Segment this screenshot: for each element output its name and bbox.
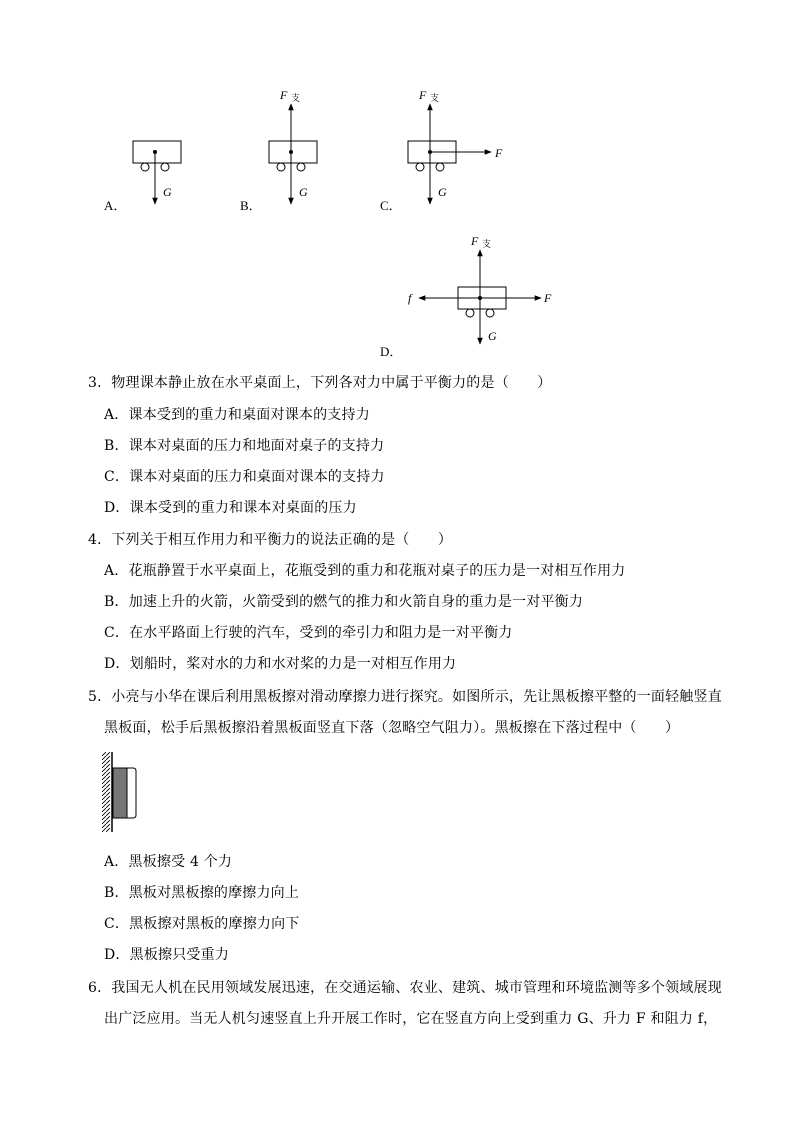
question-6-stem: 6．我国无人机在民用领域发展迅速，在交通运输、农业、建筑、城市管理和环境监测等多个领域展现 — [88, 980, 722, 996]
force-label-g: G — [488, 329, 497, 343]
cart-wheel — [486, 309, 494, 317]
force-label-f: F — [544, 291, 552, 305]
force-label-friction: f — [408, 291, 412, 305]
question-4-option-a: A．花瓶静置于水平桌面上，花瓶受到的重力和花瓶对桌子的压力是一对相互作用力 — [104, 563, 626, 579]
question-5-stem: 5．小亮与小华在课后利用黑板擦对滑动摩擦力进行探究。如图所示，先让黑板擦平整的一面轻触竖直 — [88, 689, 722, 705]
force-label-g: G — [299, 185, 308, 199]
question-4-option-b: B．加速上升的火箭，火箭受到的燃气的推力和火箭自身的重力是一对平衡力 — [104, 594, 584, 610]
question-3-option-d: D．课本受到的重力和课本对桌面的压力 — [104, 500, 357, 516]
force-subscript: 支 — [482, 239, 492, 249]
cart-wheel — [141, 163, 149, 171]
free-body-diagram-a — [130, 138, 190, 208]
free-body-diagram-b — [266, 86, 326, 208]
question-3-option-b: B．课本对桌面的压力和地面对桌子的支持力 — [104, 438, 385, 454]
figure-b — [266, 86, 326, 208]
force-label-f-support: F — [280, 88, 288, 102]
question-4-option-c: C．在水平路面上行驶的汽车，受到的牵引力和阻力是一对平衡力 — [104, 625, 513, 641]
question-5-option-d: D．黑板擦只受重力 — [104, 947, 230, 963]
force-subscript: 支 — [291, 93, 301, 103]
eraser-on-board-diagram — [102, 752, 146, 836]
cart-wheel — [416, 163, 424, 171]
question-5-option-c: C．黑板擦对黑板的摩擦力向下 — [104, 916, 300, 932]
force-subscript: 支 — [430, 93, 440, 103]
figure-label-a: A． — [104, 198, 127, 213]
question-4-stem: 4．下列关于相互作用力和平衡力的说法正确的是（ ） — [88, 532, 453, 548]
force-label-f-support: F — [419, 88, 427, 102]
question-3-option-c: C．课本对桌面的压力和桌面对课本的支持力 — [104, 469, 385, 485]
force-label-g: G — [438, 185, 447, 199]
eraser-felt — [113, 768, 127, 818]
question-3-option-a: A．课本受到的重力和桌面对课本的支持力 — [104, 407, 370, 423]
force-label-g: G — [163, 185, 172, 199]
blackboard-hatch — [102, 752, 110, 832]
cart-wheel — [297, 163, 305, 171]
blackboard-eraser-figure — [102, 752, 146, 836]
force-label-f: F — [495, 146, 503, 160]
cart-wheel — [466, 309, 474, 317]
free-body-diagram-c — [405, 86, 509, 208]
free-body-diagram-d — [405, 232, 557, 348]
cart-wheel — [436, 163, 444, 171]
cart-wheel — [277, 163, 285, 171]
cart-wheel — [161, 163, 169, 171]
figure-label-d: D． — [380, 344, 403, 359]
figure-label-c: C． — [380, 198, 402, 213]
figure-d — [405, 232, 557, 348]
eraser-handle — [127, 768, 136, 818]
force-label-f-support: F — [471, 234, 479, 248]
figure-c — [405, 86, 509, 208]
figure-a — [130, 138, 190, 208]
question-5-option-b: B．黑板对黑板擦的摩擦力向上 — [104, 885, 300, 901]
figure-label-b: B． — [240, 198, 262, 213]
question-5-option-a: A．黑板擦受 4 个力 — [104, 854, 233, 870]
question-3-stem: 3．物理课本静止放在水平桌面上，下列各对力中属于平衡力的是（ ） — [88, 375, 552, 391]
question-6-stem-continued: 出广泛应用。当无人机匀速竖直上升开展工作时，它在竖直方向上受到重力 G、升力 F 和阻力 f， — [104, 1011, 718, 1027]
question-4-option-d: D．划船时，桨对水的力和水对桨的力是一对相互作用力 — [104, 656, 457, 672]
question-5-stem-continued: 黑板面，松手后黑板擦沿着黑板面竖直下落（忽略空气阻力）。黑板擦在下落过程中（ ） — [104, 720, 680, 736]
